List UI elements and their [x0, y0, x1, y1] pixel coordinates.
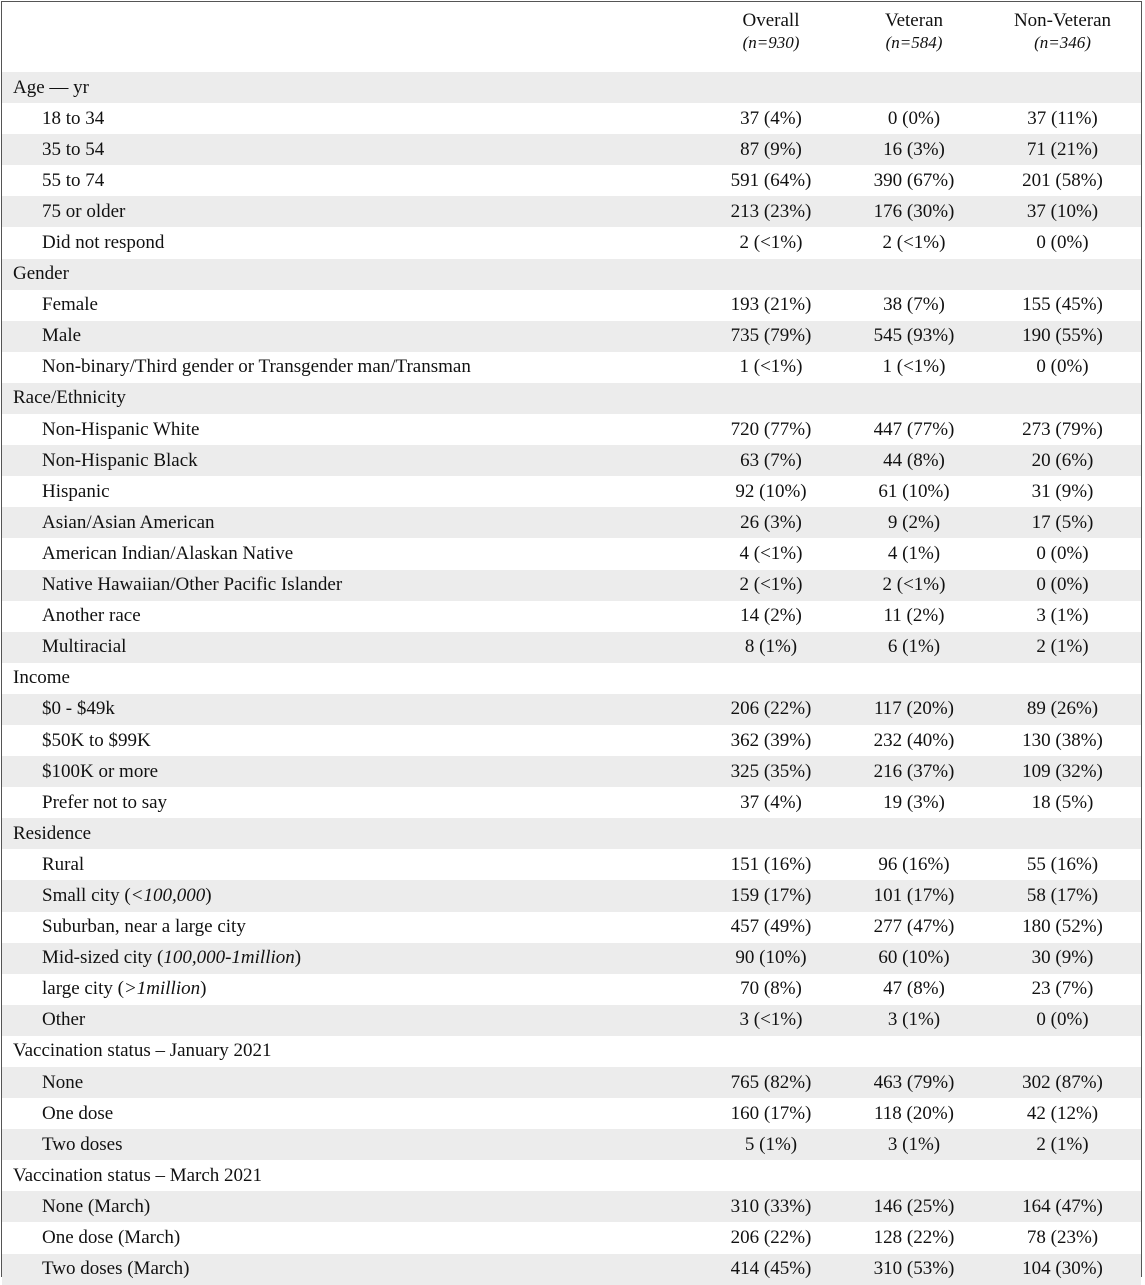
veteran-cell: 118 (20%)	[873, 1102, 955, 1124]
row-label-text: 18 to 34	[42, 107, 105, 129]
row-label	[2, 1129, 698, 1160]
overall-cell: 160 (17%)	[730, 1102, 812, 1124]
row-label-text: Non-Hispanic White	[42, 418, 200, 440]
row-label-text: Two doses (March)	[42, 1258, 190, 1280]
overall-cell: 26 (3%)	[698, 507, 844, 538]
section-empty-cell	[698, 663, 844, 694]
veteran-cell: 9 (2%)	[844, 507, 984, 538]
row-label-text: $100K or more	[42, 760, 159, 782]
non-veteran-cell: 17 (5%)	[984, 507, 1141, 538]
non-veteran-cell: 3 (1%)	[1036, 605, 1089, 627]
section-row	[2, 259, 1141, 290]
table-row	[2, 694, 1141, 725]
table-row	[2, 1222, 1141, 1253]
non-veteran-cell: 130 (38%)	[1022, 729, 1103, 751]
non-veteran-cell: 302 (87%)	[984, 1067, 1141, 1098]
veteran-cell: 6 (1%)	[844, 632, 984, 663]
non-veteran-cell: 42 (12%)	[1026, 1102, 1099, 1124]
overall-cell: 362 (39%)	[730, 729, 812, 751]
veteran-cell: 146 (25%)	[844, 1191, 984, 1222]
section-title: Age — yr	[2, 72, 698, 103]
row-label-text: Non-Hispanic Black	[42, 449, 198, 471]
section-empty-cell	[844, 259, 984, 290]
overall-cell: 735 (79%)	[698, 321, 844, 352]
non-veteran-cell: 109 (32%)	[984, 756, 1141, 787]
row-label-text: Non-binary/Third gender or Transgender man/Transman	[42, 356, 471, 378]
header-veteran-n: (n=584)	[885, 33, 943, 52]
row-label	[2, 290, 698, 321]
non-veteran-cell: 201 (58%)	[1022, 169, 1103, 191]
veteran-cell: 310 (53%)	[844, 1254, 984, 1285]
row-label	[2, 601, 698, 632]
non-veteran-cell: 89 (26%)	[984, 694, 1141, 725]
non-veteran-cell: 23 (7%)	[1031, 978, 1094, 1000]
table-row	[2, 912, 1141, 943]
row-label-text: Other	[42, 1009, 86, 1031]
table-row	[2, 849, 1141, 880]
header-non-veteran-label: Non-Veteran	[1013, 10, 1112, 31]
section-title: Gender	[2, 259, 698, 290]
veteran-cell: 47 (8%)	[883, 978, 945, 1000]
header-non-veteran	[984, 2, 1141, 72]
non-veteran-cell: 58 (17%)	[984, 880, 1141, 911]
section-empty-cell	[984, 1160, 1141, 1191]
overall-cell: 310 (33%)	[698, 1191, 844, 1222]
veteran-cell: 447 (77%)	[873, 418, 955, 440]
header-veteran	[844, 2, 984, 72]
header-veteran-label: Veteran	[884, 10, 944, 31]
veteran-cell: 277 (47%)	[873, 916, 955, 938]
row-label	[2, 321, 698, 352]
row-label	[2, 632, 698, 663]
section-empty-cell	[984, 259, 1141, 290]
row-label-text: Another race	[42, 605, 141, 627]
row-label-text: Multiracial	[42, 636, 127, 658]
section-title: Race/Ethnicity	[2, 383, 698, 414]
section-row	[2, 663, 1141, 694]
veteran-cell: 2 (<1%)	[844, 570, 984, 601]
header-overall-n: (n=930)	[742, 33, 800, 52]
overall-cell: 37 (4%)	[740, 791, 802, 813]
table-row	[2, 1191, 1141, 1222]
veteran-cell: 60 (10%)	[844, 943, 984, 974]
overall-cell: 14 (2%)	[740, 605, 802, 627]
section-empty-cell	[698, 818, 844, 849]
row-label-text: Suburban, near a large city	[42, 916, 246, 938]
table-row	[2, 1067, 1141, 1098]
non-veteran-cell: 0 (0%)	[984, 570, 1141, 601]
row-label-text: Male	[42, 325, 82, 347]
non-veteran-cell: 18 (5%)	[1031, 791, 1094, 813]
table-row	[2, 290, 1141, 321]
section-row	[2, 1160, 1141, 1191]
section-empty-cell	[984, 72, 1141, 103]
overall-cell: 591 (64%)	[730, 169, 812, 191]
row-label	[2, 1098, 698, 1129]
overall-cell: 213 (23%)	[698, 196, 844, 227]
row-label	[2, 196, 698, 227]
table-row	[2, 165, 1141, 196]
non-veteran-cell: 20 (6%)	[984, 445, 1141, 476]
non-veteran-cell: 0 (0%)	[984, 1005, 1141, 1036]
veteran-cell: 19 (3%)	[883, 791, 945, 813]
row-label-text: One dose (March)	[42, 1227, 181, 1249]
table-row	[2, 414, 1141, 445]
table-header-row	[2, 2, 1141, 72]
row-label-text: Hispanic	[42, 480, 110, 502]
section-empty-cell	[698, 383, 844, 414]
non-veteran-cell: 0 (0%)	[1036, 232, 1089, 254]
row-label-text: Did not respond	[42, 232, 165, 254]
table-row	[2, 134, 1141, 165]
table-body	[2, 72, 1141, 1285]
veteran-cell: 4 (1%)	[887, 542, 941, 564]
veteran-cell: 463 (79%)	[844, 1067, 984, 1098]
veteran-cell: 96 (16%)	[878, 853, 950, 875]
row-label	[2, 507, 698, 538]
table-row	[2, 196, 1141, 227]
overall-cell: 2 (<1%)	[739, 232, 803, 254]
overall-cell: 70 (8%)	[740, 978, 802, 1000]
row-label	[2, 570, 698, 601]
row-label-text: American Indian/Alaskan Native	[42, 542, 294, 564]
table-row	[2, 476, 1141, 507]
section-empty-cell	[844, 1160, 984, 1191]
overall-cell: 90 (10%)	[698, 943, 844, 974]
row-label-text: Rural	[42, 853, 85, 875]
row-label-text: 35 to 54	[42, 138, 105, 160]
section-empty-cell	[844, 1036, 984, 1067]
section-empty-cell	[844, 72, 984, 103]
row-label	[2, 849, 698, 880]
veteran-cell: 545 (93%)	[844, 321, 984, 352]
overall-cell: 3 (<1%)	[698, 1005, 844, 1036]
table-row	[2, 601, 1141, 632]
row-label	[2, 352, 698, 383]
overall-cell: 92 (10%)	[735, 480, 807, 502]
row-label	[2, 538, 698, 569]
section-row	[2, 818, 1141, 849]
row-label	[2, 1067, 698, 1098]
section-empty-cell	[984, 383, 1141, 414]
section-title: Vaccination status – March 2021	[13, 1164, 263, 1186]
row-label-italic: 100,000-1million	[163, 947, 295, 969]
demographics-table	[2, 2, 1141, 1285]
overall-cell: 325 (35%)	[698, 756, 844, 787]
table-row	[2, 974, 1141, 1005]
non-veteran-cell: 0 (0%)	[1036, 356, 1089, 378]
veteran-cell: 16 (3%)	[844, 134, 984, 165]
overall-cell: 457 (49%)	[730, 916, 812, 938]
non-veteran-cell: 71 (21%)	[984, 134, 1141, 165]
non-veteran-cell: 273 (79%)	[1022, 418, 1103, 440]
overall-cell: 206 (22%)	[730, 1227, 812, 1249]
overall-cell: 37 (4%)	[740, 107, 802, 129]
section-empty-cell	[698, 1036, 844, 1067]
header-overall	[698, 2, 844, 72]
table-row	[2, 787, 1141, 818]
table-row	[2, 1098, 1141, 1129]
veteran-cell: 3 (1%)	[844, 1129, 984, 1160]
table-row	[2, 103, 1141, 134]
table-row	[2, 725, 1141, 756]
row-label-text: 75 or older	[42, 200, 126, 222]
table-row	[2, 632, 1141, 663]
table-row	[2, 445, 1141, 476]
row-label	[2, 1005, 698, 1036]
veteran-cell: 44 (8%)	[844, 445, 984, 476]
section-title: Income	[13, 667, 70, 689]
row-label-text: Mid-sized city (	[42, 947, 164, 969]
row-label-text: One dose	[42, 1102, 114, 1124]
row-label-text: Two doses	[42, 1133, 123, 1155]
veteran-cell: 101 (17%)	[844, 880, 984, 911]
table-row	[2, 1005, 1141, 1036]
section-row	[2, 72, 1141, 103]
table-row	[2, 943, 1141, 974]
header-overall-label: Overall	[742, 10, 800, 31]
non-veteran-cell: 104 (30%)	[984, 1254, 1141, 1285]
overall-cell: 1 (<1%)	[739, 356, 803, 378]
row-label	[2, 414, 698, 445]
row-label-text: None (March)	[42, 1195, 151, 1217]
row-label	[2, 756, 698, 787]
row-label	[2, 1191, 698, 1222]
row-label	[2, 694, 698, 725]
veteran-cell: 117 (20%)	[844, 694, 984, 725]
non-veteran-cell: 0 (0%)	[1036, 542, 1089, 564]
section-empty-cell	[844, 818, 984, 849]
row-label-text: Asian/Asian American	[42, 511, 215, 533]
row-label-italic: >1million	[123, 978, 201, 1000]
overall-cell: 765 (82%)	[698, 1067, 844, 1098]
row-label-text: large city (	[42, 978, 124, 1000]
veteran-cell: 176 (30%)	[844, 196, 984, 227]
non-veteran-cell: 55 (16%)	[1026, 853, 1099, 875]
veteran-cell: 216 (37%)	[844, 756, 984, 787]
row-label-text: $0 - $49k	[42, 698, 115, 720]
row-label-text: Small city (	[42, 884, 131, 906]
section-empty-cell	[698, 1160, 844, 1191]
table-row	[2, 1129, 1141, 1160]
row-label	[2, 880, 698, 911]
row-label-text: Female	[42, 294, 98, 316]
non-veteran-cell: 37 (10%)	[984, 196, 1141, 227]
row-label-text: None	[42, 1071, 84, 1093]
overall-cell: 151 (16%)	[730, 853, 812, 875]
veteran-cell: 11 (2%)	[883, 605, 945, 627]
overall-cell: 5 (1%)	[698, 1129, 844, 1160]
row-label	[2, 943, 698, 974]
non-veteran-cell: 2 (1%)	[984, 1129, 1141, 1160]
non-veteran-cell: 2 (1%)	[984, 632, 1141, 663]
row-label	[2, 476, 698, 507]
section-empty-cell	[984, 1036, 1141, 1067]
table-row	[2, 756, 1141, 787]
row-label-text: Prefer not to say	[42, 791, 168, 813]
overall-cell: 159 (17%)	[698, 880, 844, 911]
overall-cell: 2 (<1%)	[698, 570, 844, 601]
row-label	[2, 974, 698, 1005]
row-label-suffix: )	[294, 947, 302, 969]
table-row	[2, 538, 1141, 569]
overall-cell: 206 (22%)	[698, 694, 844, 725]
veteran-cell: 61 (10%)	[878, 480, 950, 502]
row-label-suffix: )	[205, 884, 212, 906]
veteran-cell: 0 (0%)	[887, 107, 941, 129]
table-row	[2, 352, 1141, 383]
veteran-cell: 3 (1%)	[844, 1005, 984, 1036]
veteran-cell: 38 (7%)	[883, 294, 945, 316]
row-label	[2, 445, 698, 476]
table-row	[2, 507, 1141, 538]
section-empty-cell	[698, 72, 844, 103]
non-veteran-cell: 180 (52%)	[1022, 916, 1103, 938]
row-label	[2, 1222, 698, 1253]
non-veteran-cell: 30 (9%)	[984, 943, 1141, 974]
section-empty-cell	[984, 818, 1141, 849]
row-label	[2, 103, 698, 134]
row-label	[2, 725, 698, 756]
overall-cell: 8 (1%)	[698, 632, 844, 663]
veteran-cell: 128 (22%)	[873, 1227, 955, 1249]
non-veteran-cell: 31 (9%)	[1031, 480, 1094, 502]
non-veteran-cell: 155 (45%)	[1022, 294, 1103, 316]
overall-cell: 720 (77%)	[730, 418, 812, 440]
overall-cell: 193 (21%)	[730, 294, 812, 316]
veteran-cell: 390 (67%)	[873, 169, 955, 191]
veteran-cell: 1 (<1%)	[882, 356, 946, 378]
table-row	[2, 880, 1141, 911]
row-label	[2, 912, 698, 943]
row-label-text: 55 to 74	[42, 169, 105, 191]
section-title: Vaccination status – January 2021	[13, 1040, 272, 1062]
veteran-cell: 2 (<1%)	[882, 232, 946, 254]
row-label-text: Native Hawaiian/Other Pacific Islander	[42, 574, 343, 596]
header-non-veteran-n: (n=346)	[1034, 33, 1091, 52]
overall-cell: 63 (7%)	[698, 445, 844, 476]
overall-cell: 4 (<1%)	[739, 542, 803, 564]
section-empty-cell	[698, 259, 844, 290]
section-row	[2, 1036, 1141, 1067]
section-empty-cell	[844, 383, 984, 414]
section-title: Residence	[2, 818, 698, 849]
table-row	[2, 227, 1141, 258]
row-label-italic: <100,000	[130, 884, 206, 906]
non-veteran-cell: 78 (23%)	[1026, 1227, 1099, 1249]
row-label-suffix: )	[200, 978, 207, 1000]
non-veteran-cell: 37 (11%)	[1027, 107, 1098, 129]
table-row	[2, 321, 1141, 352]
row-label	[2, 134, 698, 165]
row-label	[2, 787, 698, 818]
row-label-text: $50K to $99K	[42, 729, 151, 751]
overall-cell: 414 (45%)	[698, 1254, 844, 1285]
demographics-table-frame	[1, 1, 1142, 1280]
section-empty-cell	[984, 663, 1141, 694]
veteran-cell: 232 (40%)	[873, 729, 955, 751]
non-veteran-cell: 190 (55%)	[984, 321, 1141, 352]
section-empty-cell	[844, 663, 984, 694]
row-label	[2, 165, 698, 196]
non-veteran-cell: 164 (47%)	[984, 1191, 1141, 1222]
table-row	[2, 570, 1141, 601]
row-label	[2, 227, 698, 258]
overall-cell: 87 (9%)	[698, 134, 844, 165]
header-blank	[2, 2, 698, 72]
section-row	[2, 383, 1141, 414]
